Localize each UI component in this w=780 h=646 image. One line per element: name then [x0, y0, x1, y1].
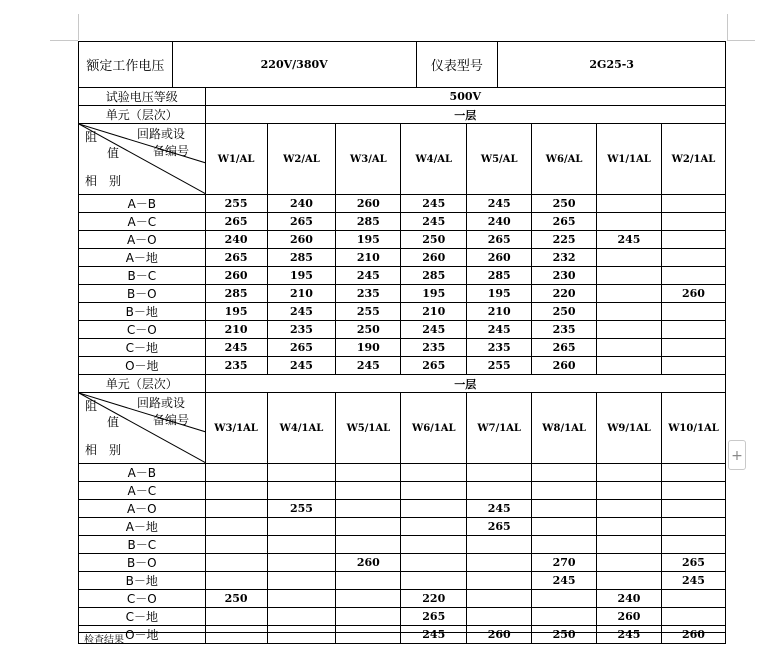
resistance-cell — [661, 249, 725, 267]
phase-label: A－O — [79, 231, 206, 249]
resistance-cell — [661, 590, 725, 608]
resistance-cell — [661, 195, 725, 213]
resistance-cell — [661, 608, 725, 626]
circuit-column-header: W5/AL — [467, 124, 532, 195]
resistance-cell: 265 — [267, 213, 336, 231]
resistance-cell: 245 — [401, 321, 467, 339]
resistance-cell — [597, 554, 662, 572]
resistance-cell: 245 — [267, 303, 336, 321]
phase-label: A－地 — [79, 518, 206, 536]
table-row — [79, 231, 726, 249]
diag-left1-label: 阻 — [85, 130, 98, 144]
table-row — [79, 518, 726, 536]
resistance-cell — [467, 572, 532, 590]
resistance-cell — [267, 572, 336, 590]
phase-label: A－C — [79, 482, 206, 500]
resistance-cell: 260 — [532, 357, 597, 375]
circuit-column-header: W7/1AL — [467, 393, 532, 464]
resistance-cell — [467, 482, 532, 500]
resistance-cell: 250 — [336, 321, 401, 339]
resistance-cell — [205, 518, 267, 536]
table-row — [79, 590, 726, 608]
resistance-cell: 250 — [532, 626, 597, 644]
table-row — [79, 249, 726, 267]
circuit-column-header: W2/1AL — [661, 124, 725, 195]
resistance-cell: 265 — [205, 213, 267, 231]
resistance-cell: 245 — [661, 572, 725, 590]
phase-label: A－O — [79, 500, 206, 518]
resistance-cell — [597, 339, 662, 357]
resistance-cell — [267, 482, 336, 500]
insulation-table — [78, 87, 726, 644]
resistance-cell — [597, 482, 662, 500]
resistance-cell: 260 — [467, 249, 532, 267]
resistance-cell: 250 — [205, 590, 267, 608]
table-row — [79, 303, 726, 321]
resistance-cell — [401, 572, 467, 590]
header-table — [78, 41, 726, 88]
circuit-column-header: W5/1AL — [336, 393, 401, 464]
resistance-cell: 245 — [205, 339, 267, 357]
table-row — [79, 536, 726, 554]
resistance-cell: 232 — [532, 249, 597, 267]
resistance-cell: 240 — [467, 213, 532, 231]
resistance-cell — [597, 572, 662, 590]
table-row — [79, 572, 726, 590]
table-row — [79, 267, 726, 285]
phase-label: A－地 — [79, 249, 206, 267]
resistance-cell: 260 — [661, 626, 725, 644]
resistance-cell: 245 — [267, 357, 336, 375]
resistance-cell: 265 — [467, 518, 532, 536]
resistance-cell: 240 — [205, 231, 267, 249]
resistance-cell: 245 — [597, 626, 662, 644]
resistance-cell: 285 — [467, 267, 532, 285]
resistance-cell: 250 — [401, 231, 467, 249]
table-row — [79, 285, 726, 303]
table-row — [79, 464, 726, 482]
resistance-cell: 195 — [205, 303, 267, 321]
resistance-cell: 235 — [401, 339, 467, 357]
resistance-cell: 285 — [336, 213, 401, 231]
resistance-cell: 235 — [267, 321, 336, 339]
resistance-cell: 265 — [205, 249, 267, 267]
resistance-cell — [267, 518, 336, 536]
table-row — [79, 321, 726, 339]
unit-row — [79, 106, 726, 124]
diagonal-header-cell — [79, 393, 206, 464]
column-header-row — [79, 124, 726, 195]
resistance-cell: 210 — [267, 285, 336, 303]
resistance-cell: 260 — [467, 626, 532, 644]
resistance-cell: 285 — [267, 249, 336, 267]
crop-mark — [727, 40, 755, 41]
resistance-cell — [267, 464, 336, 482]
resistance-cell — [401, 464, 467, 482]
diag-top2-label: 备编号 — [153, 144, 190, 158]
crop-mark — [50, 40, 78, 41]
resistance-cell: 230 — [532, 267, 597, 285]
resistance-cell — [467, 536, 532, 554]
table-row — [79, 554, 726, 572]
resistance-cell — [661, 536, 725, 554]
resistance-cell: 265 — [661, 554, 725, 572]
resistance-cell — [661, 231, 725, 249]
test-voltage-row — [79, 88, 726, 106]
resistance-cell — [336, 536, 401, 554]
resistance-cell — [661, 482, 725, 500]
resistance-cell — [205, 464, 267, 482]
resistance-cell — [267, 554, 336, 572]
diag-bottom-label: 相 别 — [85, 174, 122, 188]
circuit-column-header: W6/AL — [532, 124, 597, 195]
phase-label: O－地 — [79, 357, 206, 375]
resistance-cell: 245 — [467, 500, 532, 518]
resistance-cell — [597, 518, 662, 536]
phase-label: B－地 — [79, 572, 206, 590]
resistance-cell: 265 — [401, 608, 467, 626]
resistance-cell — [532, 500, 597, 518]
table-row — [79, 482, 726, 500]
resistance-cell: 245 — [401, 195, 467, 213]
phase-label: C－O — [79, 321, 206, 339]
resistance-cell: 210 — [401, 303, 467, 321]
resistance-cell: 220 — [532, 285, 597, 303]
table-row — [79, 195, 726, 213]
resistance-cell: 245 — [336, 267, 401, 285]
circuit-column-header: W4/AL — [401, 124, 467, 195]
resistance-cell: 265 — [532, 213, 597, 231]
resistance-cell — [401, 536, 467, 554]
unit-value: 一层 — [205, 106, 725, 124]
resistance-cell — [267, 536, 336, 554]
resistance-cell — [661, 518, 725, 536]
unit-label: 单元（层次） — [79, 106, 206, 124]
circuit-column-header: W6/1AL — [401, 393, 467, 464]
resistance-cell: 240 — [267, 195, 336, 213]
resistance-cell — [336, 572, 401, 590]
resistance-cell — [205, 536, 267, 554]
resistance-cell — [661, 213, 725, 231]
resistance-cell — [336, 464, 401, 482]
resistance-cell: 260 — [661, 285, 725, 303]
resistance-cell — [661, 339, 725, 357]
resistance-cell: 265 — [401, 357, 467, 375]
circuit-column-header: W4/1AL — [267, 393, 336, 464]
unit-row — [79, 375, 726, 393]
circuit-column-header: W8/1AL — [532, 393, 597, 464]
circuit-column-header: W9/1AL — [597, 393, 662, 464]
circuit-column-header: W3/AL — [336, 124, 401, 195]
resistance-cell: 195 — [267, 267, 336, 285]
resistance-cell — [467, 590, 532, 608]
resistance-cell — [336, 518, 401, 536]
resistance-cell — [661, 464, 725, 482]
resistance-cell — [467, 554, 532, 572]
rated-voltage-label: 额定工作电压 — [79, 42, 173, 88]
resistance-cell: 255 — [467, 357, 532, 375]
resistance-cell: 210 — [205, 321, 267, 339]
table-row — [79, 500, 726, 518]
resistance-cell: 245 — [467, 321, 532, 339]
resistance-cell: 220 — [401, 590, 467, 608]
resistance-cell — [597, 213, 662, 231]
resistance-cell — [467, 608, 532, 626]
resistance-cell — [597, 500, 662, 518]
meter-model-value: 2G25-3 — [498, 42, 726, 88]
resistance-cell: 250 — [532, 303, 597, 321]
resistance-cell: 240 — [597, 590, 662, 608]
resistance-cell: 260 — [267, 231, 336, 249]
resistance-cell: 245 — [336, 357, 401, 375]
resistance-cell — [336, 500, 401, 518]
crop-mark — [727, 14, 728, 40]
phase-label: B－C — [79, 267, 206, 285]
resistance-cell — [661, 303, 725, 321]
resistance-cell — [205, 500, 267, 518]
resistance-cell — [336, 482, 401, 500]
resistance-cell: 235 — [532, 321, 597, 339]
resistance-cell: 260 — [336, 195, 401, 213]
phase-label: O－地 — [79, 626, 206, 644]
phase-label: A－C — [79, 213, 206, 231]
circuit-column-header: W10/1AL — [661, 393, 725, 464]
diag-top2-label: 备编号 — [153, 413, 190, 427]
resistance-cell — [597, 464, 662, 482]
resistance-cell — [597, 285, 662, 303]
resistance-cell — [661, 267, 725, 285]
resistance-cell: 225 — [532, 231, 597, 249]
footer-label: 检查结果 — [84, 635, 124, 646]
resistance-cell — [532, 536, 597, 554]
diag-top-label: 回路或设 — [137, 127, 186, 141]
resistance-cell: 245 — [401, 213, 467, 231]
resistance-cell: 260 — [205, 267, 267, 285]
crop-mark — [78, 14, 79, 40]
resistance-cell: 270 — [532, 554, 597, 572]
phase-label: C－地 — [79, 608, 206, 626]
resistance-cell: 260 — [597, 608, 662, 626]
phase-label: B－地 — [79, 303, 206, 321]
resistance-cell — [401, 518, 467, 536]
circuit-column-header: W2/AL — [267, 124, 336, 195]
resistance-cell — [597, 303, 662, 321]
resistance-cell: 195 — [336, 231, 401, 249]
resistance-cell — [661, 500, 725, 518]
resistance-cell — [467, 464, 532, 482]
diag-left2-label: 值 — [107, 415, 120, 429]
table-row — [79, 339, 726, 357]
phase-label: B－O — [79, 554, 206, 572]
resistance-cell: 195 — [467, 285, 532, 303]
resistance-cell — [267, 608, 336, 626]
diag-top-label: 回路或设 — [137, 396, 186, 410]
resistance-cell: 265 — [467, 231, 532, 249]
unit-label: 单元（层次） — [79, 375, 206, 393]
resistance-cell — [597, 321, 662, 339]
resistance-cell: 195 — [401, 285, 467, 303]
resistance-cell — [597, 536, 662, 554]
resistance-cell: 210 — [467, 303, 532, 321]
phase-label: A－B — [79, 464, 206, 482]
resistance-cell — [597, 357, 662, 375]
resistance-cell: 255 — [336, 303, 401, 321]
resistance-cell — [401, 554, 467, 572]
resistance-cell: 245 — [532, 572, 597, 590]
resistance-cell — [205, 482, 267, 500]
resistance-cell: 255 — [205, 195, 267, 213]
phase-label: A－B — [79, 195, 206, 213]
table-row — [79, 357, 726, 375]
resistance-cell: 260 — [336, 554, 401, 572]
resistance-cell: 265 — [532, 339, 597, 357]
resistance-cell — [532, 590, 597, 608]
resistance-cell — [661, 321, 725, 339]
table-row — [79, 213, 726, 231]
phase-label: B－C — [79, 536, 206, 554]
column-header-row — [79, 393, 726, 464]
resistance-cell: 285 — [205, 285, 267, 303]
resistance-cell — [597, 267, 662, 285]
resistance-cell — [336, 608, 401, 626]
resistance-cell: 265 — [267, 339, 336, 357]
resistance-cell: 190 — [336, 339, 401, 357]
resistance-cell — [532, 464, 597, 482]
circuit-column-header: W3/1AL — [205, 393, 267, 464]
resistance-cell: 250 — [532, 195, 597, 213]
phase-label: B－O — [79, 285, 206, 303]
test-voltage-label: 试验电压等级 — [79, 88, 206, 106]
phase-label: C－O — [79, 590, 206, 608]
resistance-cell — [205, 554, 267, 572]
resistance-cell — [597, 195, 662, 213]
resistance-cell — [661, 357, 725, 375]
resistance-cell — [205, 608, 267, 626]
resistance-cell: 210 — [336, 249, 401, 267]
resistance-cell: 255 — [267, 500, 336, 518]
resistance-cell — [597, 249, 662, 267]
resistance-cell — [532, 482, 597, 500]
resistance-cell — [532, 608, 597, 626]
resistance-cell — [336, 590, 401, 608]
diag-left2-label: 值 — [107, 146, 120, 160]
diagonal-header-cell — [79, 124, 206, 195]
resistance-cell — [401, 500, 467, 518]
resistance-cell: 235 — [205, 357, 267, 375]
resistance-cell — [205, 572, 267, 590]
unit-value: 一层 — [205, 375, 725, 393]
resistance-cell: 235 — [336, 285, 401, 303]
circuit-column-header: W1/1AL — [597, 124, 662, 195]
resistance-cell: 235 — [467, 339, 532, 357]
resistance-cell: 245 — [597, 231, 662, 249]
circuit-column-header: W1/AL — [205, 124, 267, 195]
resistance-cell: 260 — [401, 249, 467, 267]
diag-left1-label: 阻 — [85, 399, 98, 413]
resistance-cell — [401, 482, 467, 500]
resistance-cell: 245 — [467, 195, 532, 213]
table-row — [79, 608, 726, 626]
rated-voltage-value: 220V/380V — [172, 42, 416, 88]
add-icon[interactable]: + — [728, 440, 746, 470]
meter-model-label: 仪表型号 — [416, 42, 498, 88]
resistance-cell — [267, 590, 336, 608]
resistance-cell: 285 — [401, 267, 467, 285]
resistance-cell: 245 — [401, 626, 467, 644]
resistance-cell — [532, 518, 597, 536]
phase-label: C－地 — [79, 339, 206, 357]
test-voltage-value: 500V — [205, 88, 725, 106]
diag-bottom-label: 相 别 — [85, 443, 122, 457]
